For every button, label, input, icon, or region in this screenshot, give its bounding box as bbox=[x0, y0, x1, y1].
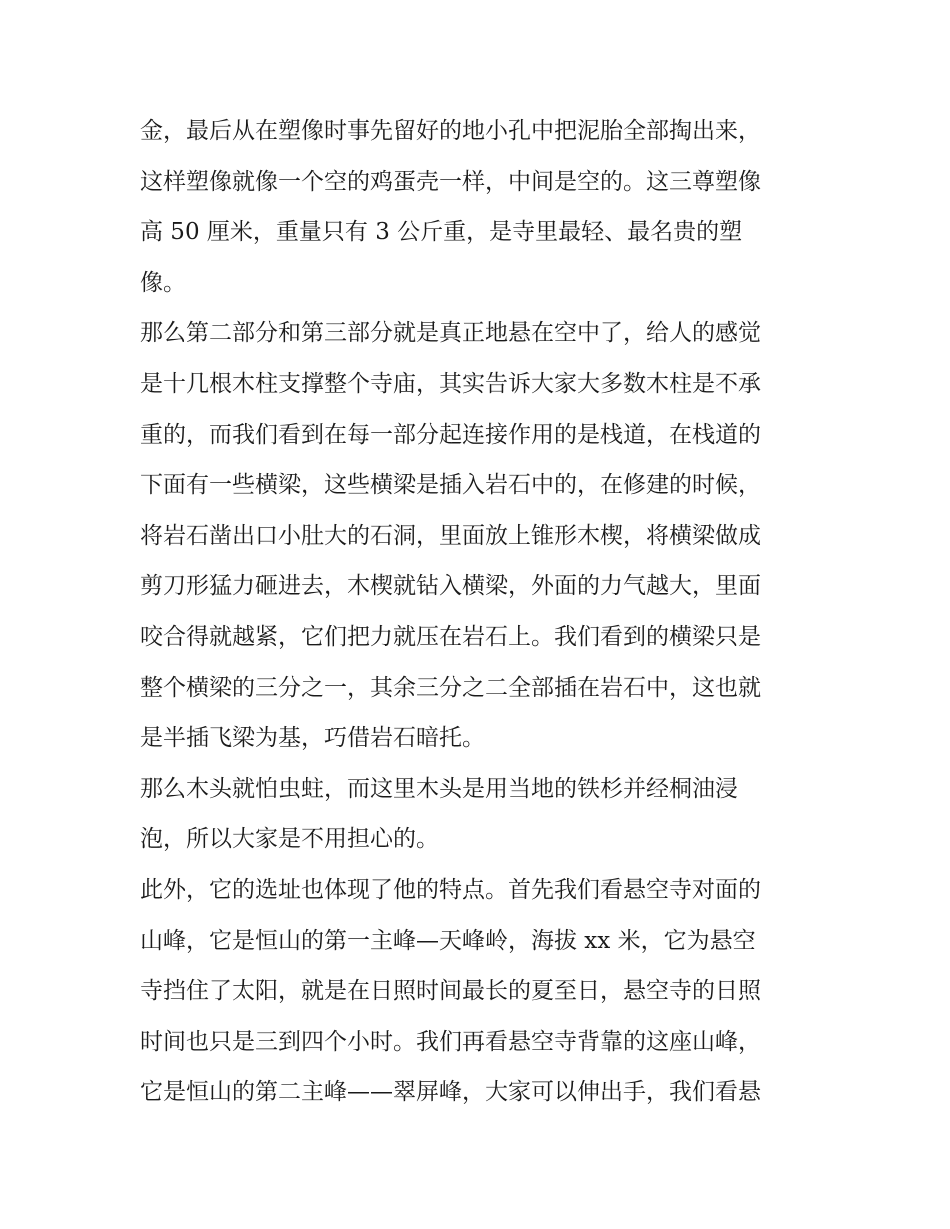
paragraph-beams bbox=[140, 308, 820, 763]
text-line: 这样塑像就像一个空的鸡蛋壳一样，中间是空的。这三尊塑像 bbox=[140, 168, 761, 195]
text-line: 那么第二部分和第三部分就是真正地悬在空中了，给人的感觉 bbox=[140, 320, 761, 347]
text-line: 将岩石凿出口小肚大的石洞，里面放上锥形木楔，将横梁做成 bbox=[140, 522, 761, 549]
text-line: 时间也只是三到四个小时。我们再看悬空寺背靠的这座山峰， bbox=[140, 1028, 761, 1055]
text-line: 是十几根木柱支撑整个寺庙，其实告诉大家大多数木柱是不承 bbox=[140, 370, 761, 397]
paragraph-wood bbox=[140, 764, 820, 865]
text-line: 整个横梁的三分之一，其余三分之二全部插在岩石中，这也就 bbox=[140, 674, 761, 701]
text-line: 山峰，它是恒山的第一主峰—天峰岭，海拔 xx 米，它为悬空 bbox=[140, 927, 756, 954]
text-line: 寺挡住了太阳，就是在日照时间最长的夏至日，悬空寺的日照 bbox=[140, 978, 761, 1005]
text-line: 那么木头就怕虫蛀，而这里木头是用当地的铁杉并经桐油浸 bbox=[140, 775, 738, 802]
text-line: 剪刀形猛力砸进去，木楔就钻入横梁，外面的力气越大，里面 bbox=[140, 573, 761, 600]
text-line: 是半插飞梁为基，巧借岩石暗托。 bbox=[140, 725, 485, 752]
text-line: 下面有一些横梁，这些横梁是插入岩石中的，在修建的时候， bbox=[140, 472, 761, 499]
text-line: 它是恒山的第二主峰——翠屏峰，大家可以伸出手，我们看悬 bbox=[140, 1079, 761, 1106]
text-line: 高 50 厘米，重量只有 3 公斤重，是寺里最轻、最名贵的塑 bbox=[140, 219, 743, 246]
paragraph-clay-statues bbox=[140, 106, 820, 308]
text-line: 泡，所以大家是不用担心的。 bbox=[140, 826, 439, 853]
text-line: 此外，它的选址也体现了他的特点。首先我们看悬空寺对面的 bbox=[140, 876, 761, 903]
document-body bbox=[140, 106, 820, 1118]
text-line: 重的，而我们看到在每一部分起连接作用的是栈道，在栈道的 bbox=[140, 421, 761, 448]
paragraph-location bbox=[140, 865, 820, 1118]
text-line: 咬合得就越紧，它们把力就压在岩石上。我们看到的横梁只是 bbox=[140, 623, 761, 650]
text-line: 像。 bbox=[140, 269, 186, 296]
text-line: 金，最后从在塑像时事先留好的地小孔中把泥胎全部掏出来， bbox=[140, 118, 761, 144]
